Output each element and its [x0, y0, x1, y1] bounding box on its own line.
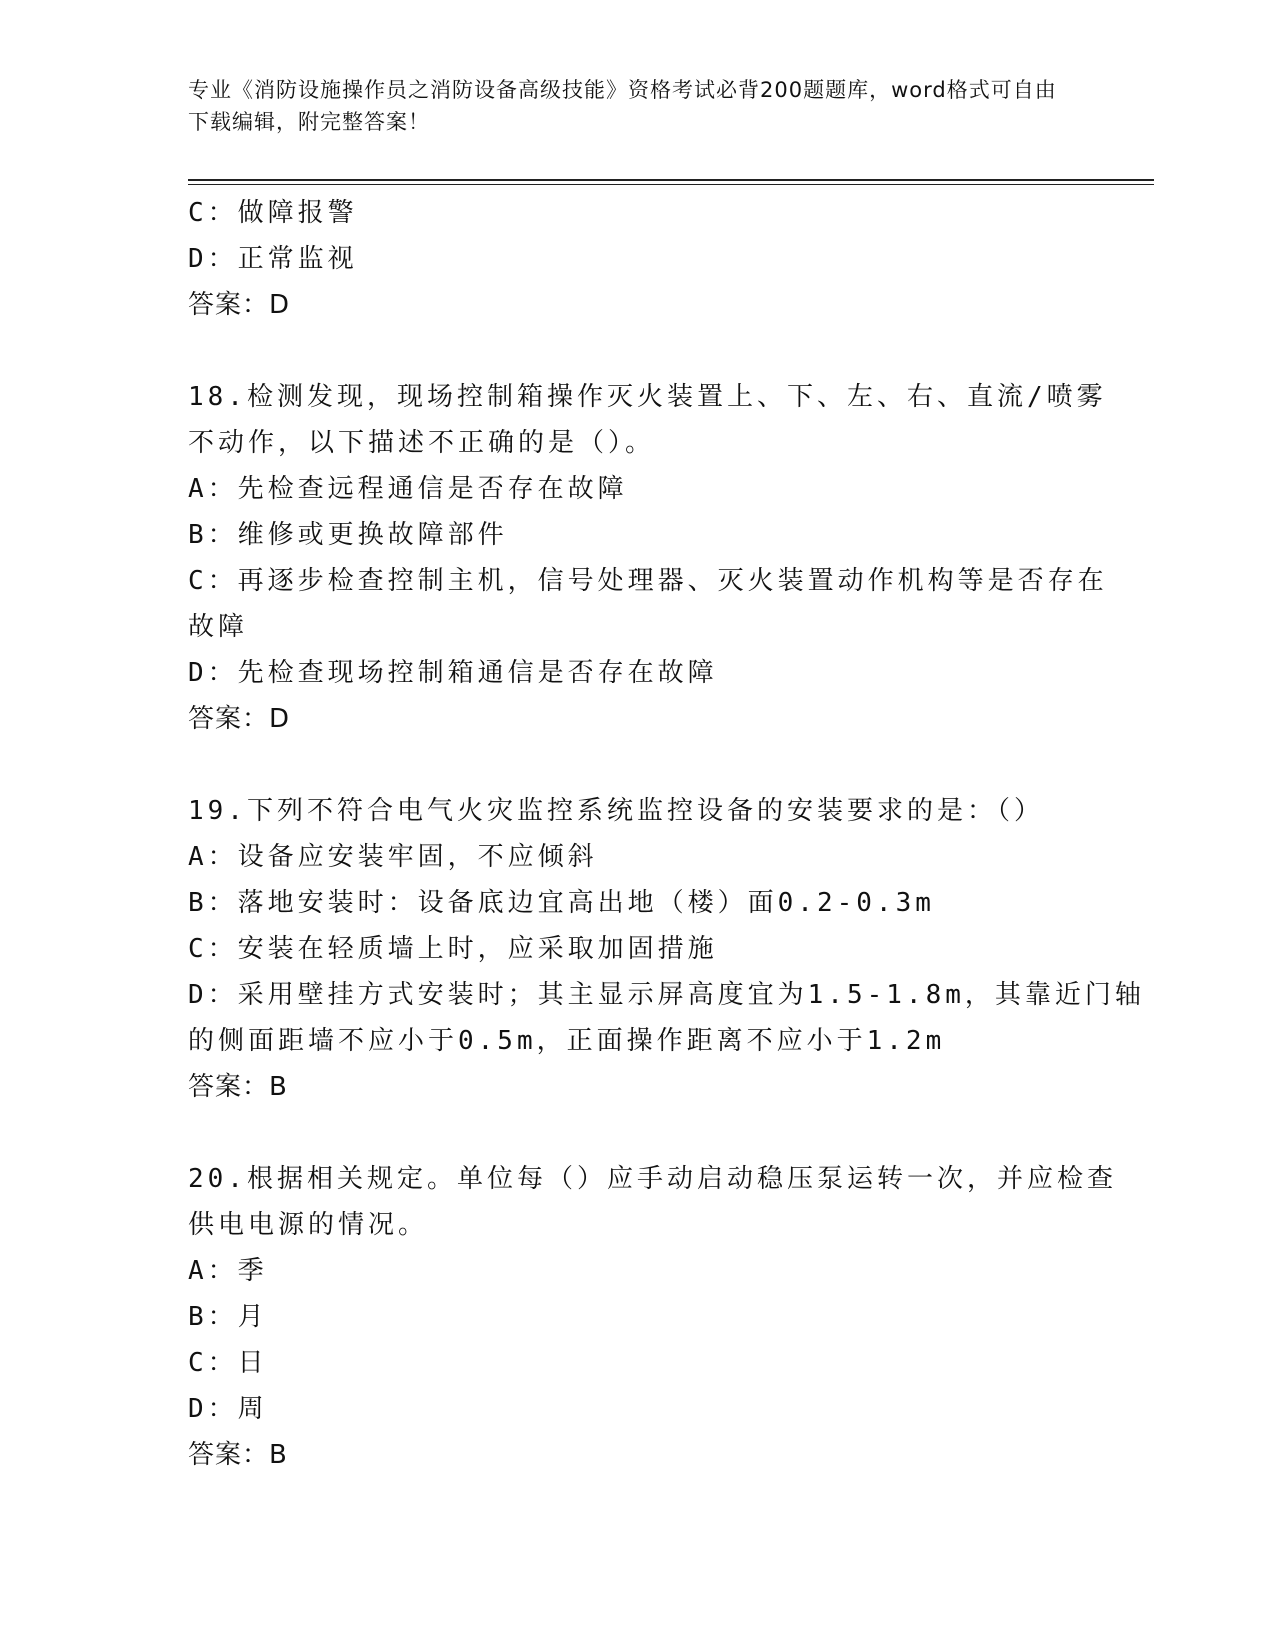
question-stem-line: 20.根据相关规定。单位每（）应手动启动稳压泵运转一次，并应检查 [188, 1164, 1117, 1194]
option-line: 故障 [188, 612, 249, 642]
option-line: A：季 [188, 1256, 268, 1286]
option-line: 的侧面距墙不应小于0.5m，正面操作距离不应小于1.2m [188, 1026, 946, 1056]
answer-line: 答案：B [188, 1440, 288, 1470]
option-line: A：设备应安装牢固，不应倾斜 [188, 842, 598, 872]
answer-line: 答案：D [188, 704, 291, 734]
option-line: C：再逐步检查控制主机，信号处理器、灭火装置动作机构等是否存在 [188, 566, 1108, 596]
option-line: C：安装在轻质墙上时，应采取加固措施 [188, 934, 718, 964]
question-19 [188, 788, 1145, 1110]
option-line: D：采用壁挂方式安装时；其主显示屏高度宜为1.5-1.8m，其靠近门轴 [188, 980, 1145, 1010]
option-line: B：月 [188, 1302, 268, 1332]
header-divider-thick [188, 179, 1154, 181]
option-line: A：先检查远程通信是否存在故障 [188, 474, 628, 504]
option-line: D：周 [188, 1394, 268, 1424]
header-title: 专业《消防设施操作员之消防设备高级技能》资格考试必背200题题库，word格式可自由下载编辑，附完整答案！ [188, 78, 1057, 134]
header-divider-thin [188, 184, 1154, 185]
question-18 [188, 374, 1108, 742]
document-header [188, 74, 1068, 138]
option-line: B：落地安装时：设备底边宜高出地（楼）面0.2-0.3m [188, 888, 935, 918]
answer-line: 答案：B [188, 1072, 288, 1102]
option-line: B：维修或更换故障部件 [188, 520, 508, 550]
question-stem-line: 供电电源的情况。 [188, 1210, 429, 1240]
option-line: C：做障报警 [188, 198, 358, 228]
option-line: D：正常监视 [188, 244, 358, 274]
question-content [188, 190, 1145, 1478]
continued-question [188, 190, 1088, 328]
question-stem-line: 不动作，以下描述不正确的是（）。 [188, 428, 656, 458]
option-line: D：先检查现场控制箱通信是否存在故障 [188, 658, 718, 688]
question-20 [188, 1156, 1117, 1478]
option-line: C：日 [188, 1348, 268, 1378]
answer-line: 答案：D [188, 290, 291, 320]
question-stem-line: 18.检测发现，现场控制箱操作灭火装置上、下、左、右、直流/喷雾 [188, 382, 1107, 412]
question-stem-line: 19.下列不符合电气火灾监控系统监控设备的安装要求的是：（） [188, 796, 1044, 826]
